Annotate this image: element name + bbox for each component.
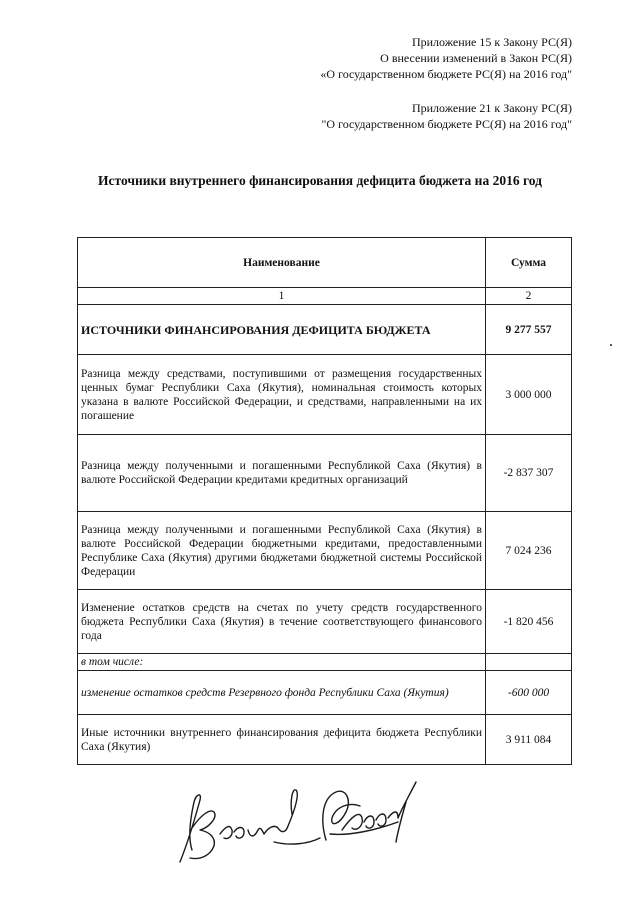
table-row [78, 435, 572, 512]
table-row [78, 590, 572, 654]
row-value-other-sources: 3 911 084 [486, 715, 572, 765]
row-name-securities: Разница между средствами, поступившими от размещения государственных ценных бумаг Республики Саха (Якутия), номинальная стоимость которых указана в валюте Российской Федерации, и средствами, направленными на их погашение [78, 355, 486, 435]
table-row [78, 512, 572, 590]
column-header-sum: Сумма [486, 238, 572, 288]
row-name-including: в том числе: [78, 654, 486, 671]
document-title: Источники внутреннего финансирования дефицита бюджета на 2016 год [98, 173, 542, 188]
row-value-bank-credits: -2 837 307 [486, 435, 572, 512]
row-name-reserve-fund: изменение остатков средств Резервного фонда Республики Саха (Якутия) [78, 671, 486, 715]
appendix-15-line-3: «О государственном бюджете РС(Я) на 2016 год" [320, 67, 572, 81]
table-row [78, 715, 572, 765]
row-name-other-sources: Иные источники внутреннего финансирования дефицита бюджета Республики Саха (Якутия) [78, 715, 486, 765]
handwritten-signature [170, 772, 450, 872]
financing-table-grid [77, 237, 572, 765]
row-value-total: 9 277 557 [486, 305, 572, 355]
column-number-2: 2 [486, 288, 572, 305]
row-name-balance-change: Изменение остатков средств на счетах по учету средств государственного бюджета Республики Саха (Якутия) в течение соответствующего финансового года [78, 590, 486, 654]
appendix-15-line-2: О внесении изменений в Закон РС(Я) [380, 51, 572, 65]
appendix-21-block [320, 100, 572, 132]
table-column-number-row [78, 288, 572, 305]
table-header-row [78, 238, 572, 288]
table-row [78, 671, 572, 715]
scan-speck [610, 344, 612, 346]
row-name-total: ИСТОЧНИКИ ФИНАНСИРОВАНИЯ ДЕФИЦИТА БЮДЖЕТА [78, 305, 486, 355]
financing-table [77, 237, 571, 765]
table-row [78, 355, 572, 435]
appendix-15-block [320, 34, 572, 82]
row-value-securities: 3 000 000 [486, 355, 572, 435]
appendix-21-line-1: Приложение 21 к Закону РС(Я) [411, 101, 572, 115]
appendix-21-line-2: "О государственном бюджете РС(Я) на 2016 год" [321, 117, 572, 131]
column-number-1: 1 [78, 288, 486, 305]
row-value-budget-credits: 7 024 236 [486, 512, 572, 590]
row-value-balance-change: -1 820 456 [486, 590, 572, 654]
appendix-15-line-1: Приложение 15 к Закону РС(Я) [411, 35, 572, 49]
table-row [78, 654, 572, 671]
row-name-budget-credits: Разница между полученными и погашенными Республикой Саха (Якутия) в валюте Российской Федерации бюджетными кредитами, предоставленными Республике Саха (Якутия) другими бюджетами бюджетной системы Российской Федерации [78, 512, 486, 590]
row-name-bank-credits: Разница между полученными и погашенными Республикой Саха (Якутия) в валюте Российской Федерации кредитами кредитных организаций [78, 435, 486, 512]
appendix-headers [320, 34, 572, 150]
table-row [78, 305, 572, 355]
column-header-name: Наименование [78, 238, 486, 288]
row-value-including [486, 654, 572, 671]
row-value-reserve-fund: -600 000 [486, 671, 572, 715]
